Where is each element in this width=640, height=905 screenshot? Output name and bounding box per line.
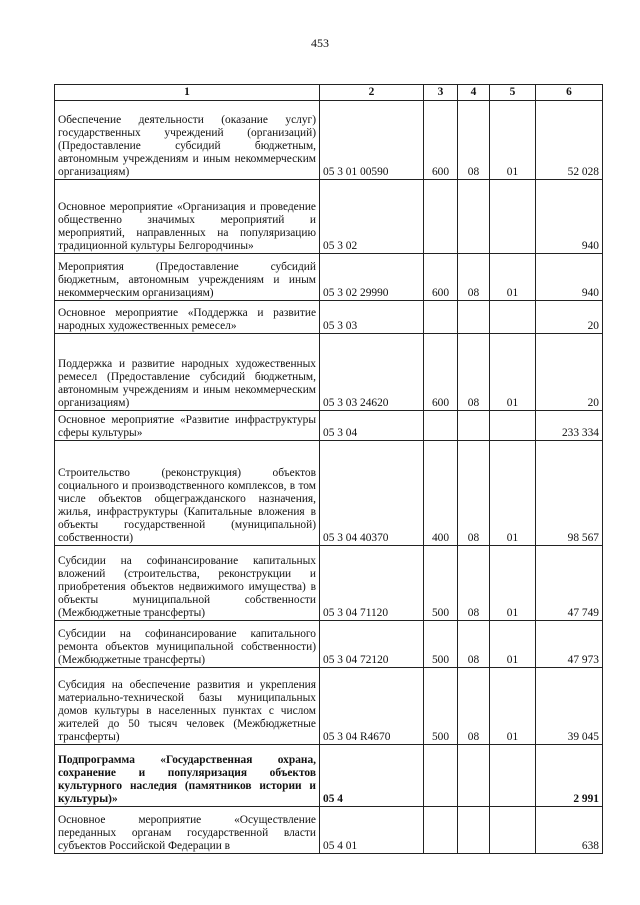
row-name: Основное мероприятие «Развитие инфраструктуры сферы культуры» [55,411,320,441]
row-rz: 08 [458,621,490,668]
row-rz: 08 [458,254,490,301]
row-vr [424,301,458,334]
row-name: Подпрограмма «Государственная охрана, сохранение и популяризация объектов культурного наследия (памятников истории и культуры)» [55,745,320,807]
column-header: 6 [536,85,603,101]
row-vr [424,807,458,854]
row-sum: 47 973 [536,621,603,668]
row-pr [490,411,536,441]
row-name: Обеспечение деятельности (оказание услуг) государственных учреждений (организаций) (Предоставление субсидий бюджетным, автономным учреждениям и иным некоммерческим организациям) [55,101,320,180]
table-row [55,301,603,334]
table-row [55,668,603,745]
row-vr: 600 [424,101,458,180]
row-vr: 400 [424,441,458,546]
row-code: 05 3 01 00590 [320,101,424,180]
row-code: 05 3 04 R4670 [320,668,424,745]
row-code: 05 3 02 [320,180,424,254]
row-pr: 01 [490,101,536,180]
row-name: Основное мероприятие «Осуществление переданных органам государственной власти субъектов Российской Федерации в [55,807,320,854]
row-pr [490,301,536,334]
row-code: 05 4 [320,745,424,807]
row-pr [490,807,536,854]
table-row [55,546,603,621]
row-vr: 600 [424,334,458,411]
row-vr: 500 [424,621,458,668]
row-sum: 52 028 [536,101,603,180]
row-rz: 08 [458,546,490,621]
table-header-row [55,85,603,101]
row-sum: 39 045 [536,668,603,745]
row-rz [458,180,490,254]
row-pr [490,180,536,254]
row-code: 05 3 04 40370 [320,441,424,546]
row-pr: 01 [490,254,536,301]
column-header: 4 [458,85,490,101]
row-sum: 98 567 [536,441,603,546]
page-number: 453 [311,36,329,50]
row-name: Субсидии на софинансирование капитальных вложений (строительства, реконструкции и приобретения объектов недвижимого имущества) в объекты муниципальной собственности (Межбюджетные трансферты) [55,546,320,621]
row-name: Субсидии на софинансирование капитального ремонта объектов муниципальной собственности) (Межбюджетные трансферты) [55,621,320,668]
budget-table [54,84,603,854]
table-row [55,334,603,411]
row-vr: 500 [424,668,458,745]
row-rz: 08 [458,668,490,745]
row-pr: 01 [490,668,536,745]
row-rz: 08 [458,334,490,411]
row-rz: 08 [458,441,490,546]
row-vr [424,745,458,807]
row-rz [458,745,490,807]
row-pr: 01 [490,621,536,668]
column-header: 5 [490,85,536,101]
table-row [55,745,603,807]
table-row [55,807,603,854]
row-sum: 940 [536,254,603,301]
row-rz: 08 [458,101,490,180]
row-sum: 47 749 [536,546,603,621]
row-name: Поддержка и развитие народных художественных ремесел (Предоставление субсидий бюджетным, автономным учреждениям и иным некоммерческим организациям) [55,334,320,411]
row-vr: 500 [424,546,458,621]
row-name: Мероприятия (Предоставление субсидий бюджетным, автономным учреждениям и иным некоммерческим организациям) [55,254,320,301]
row-name: Строительство (реконструкция) объектов социального и производственного комплексов, в том числе объектов общегражданского назначения, жилья, инфраструктуры (Капитальные вложения в объекты государственной (муниципальной) собственности) [55,441,320,546]
row-sum: 233 334 [536,411,603,441]
row-sum: 638 [536,807,603,854]
row-code: 05 3 03 24620 [320,334,424,411]
row-name: Основное мероприятие «Поддержка и развитие народных художественных ремесел» [55,301,320,334]
table-row [55,101,603,180]
row-vr [424,180,458,254]
row-rz [458,807,490,854]
row-vr [424,411,458,441]
table-row [55,411,603,441]
row-pr [490,745,536,807]
row-pr: 01 [490,334,536,411]
row-sum: 20 [536,301,603,334]
row-sum: 20 [536,334,603,411]
row-code: 05 3 04 [320,411,424,441]
table-row [55,441,603,546]
column-header: 2 [320,85,424,101]
column-header: 3 [424,85,458,101]
column-header: 1 [55,85,320,101]
table-row [55,621,603,668]
row-name: Основное мероприятие «Организация и проведение общественно значимых мероприятий и мероприятий, направленных на популяризацию традиционной культуры Белгородчины» [55,180,320,254]
row-rz [458,301,490,334]
row-pr: 01 [490,441,536,546]
row-sum: 2 991 [536,745,603,807]
row-rz [458,411,490,441]
table-row [55,180,603,254]
row-vr: 600 [424,254,458,301]
row-code: 05 3 04 72120 [320,621,424,668]
row-sum: 940 [536,180,603,254]
table-row [55,254,603,301]
row-code: 05 3 03 [320,301,424,334]
row-code: 05 3 02 29990 [320,254,424,301]
row-code: 05 4 01 [320,807,424,854]
row-code: 05 3 04 71120 [320,546,424,621]
row-name: Субсидия на обеспечение развития и укрепления материально-технической базы муниципальных домов культуры в населенных пунктах с числом жителей до 50 тысяч человек (Межбюджетные трансферты) [55,668,320,745]
row-pr: 01 [490,546,536,621]
